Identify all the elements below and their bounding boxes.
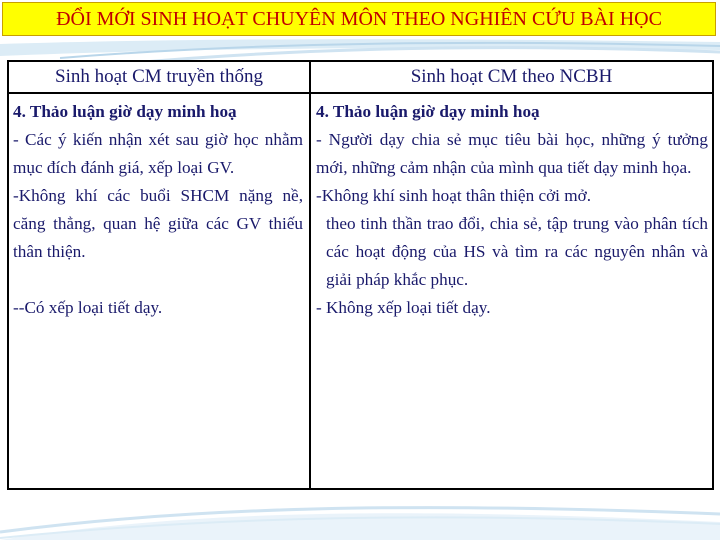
- right-section-heading: 4. Thảo luận giờ dạy minh hoạ: [316, 102, 540, 121]
- right-paragraph-1: - Người dạy chia sẻ mục tiêu bài học, những ý tưởng mới, những cảm nhận của mình qua tiết dạy minh họa.: [316, 130, 708, 177]
- right-paragraph-4: - Không xếp loại tiết dạy.: [316, 298, 491, 317]
- left-paragraph-3: --Có xếp loại tiết dạy.: [13, 298, 163, 317]
- right-paragraph-2: -Không khí sinh hoạt thân thiện cởi mở.: [316, 186, 591, 205]
- right-paragraph-3: theo tinh thần trao đổi, chia sẻ, tập trung vào phân tích các hoạt động của HS và tìm ra các nguyên nhân và giải pháp khắc phục.: [326, 214, 708, 289]
- left-paragraph-2: -Không khí các buổi SHCM nặng nề, căng thẳng, quan hệ giữa các GV thiếu thân thiện.: [13, 186, 303, 261]
- comparison-table: [7, 60, 714, 490]
- table-header-row: [9, 62, 712, 94]
- left-column-header: Sinh hoạt CM truyền thống: [55, 66, 263, 87]
- left-column-body: [13, 98, 303, 322]
- right-column-body: [316, 98, 708, 322]
- right-column-header: Sinh hoạt CM theo NCBH: [410, 66, 613, 87]
- slide-title: ĐỔI MỚI SINH HOẠT CHUYÊN MÔN THEO NGHIÊN CỨU BÀI HỌC: [2, 2, 716, 36]
- column-divider: [309, 62, 311, 488]
- left-section-heading: 4. Thảo luận giờ dạy minh hoạ: [13, 102, 237, 121]
- left-paragraph-1: - Các ý kiến nhận xét sau giờ học nhằm mục đích đánh giá, xếp loại GV.: [13, 130, 303, 177]
- decorative-swoosh-bottom: [0, 492, 720, 540]
